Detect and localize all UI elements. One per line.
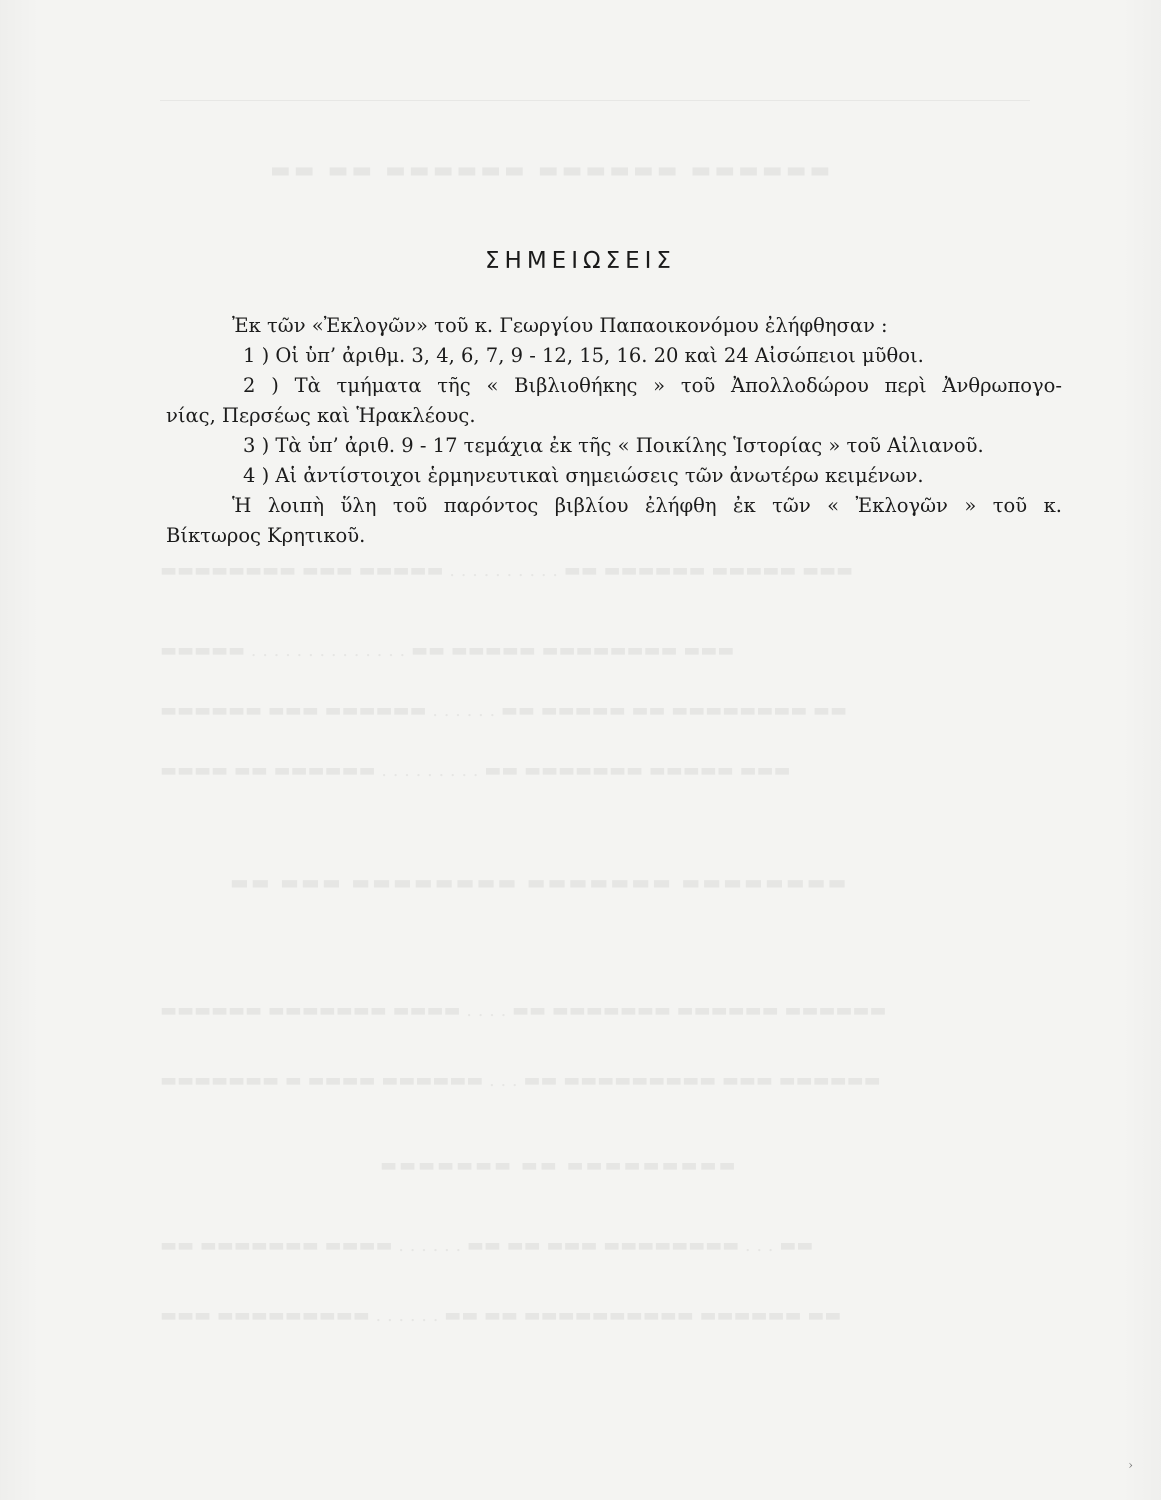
corner-mark: › [1128,1458,1133,1472]
page-title: ΣΗΜΕΙΩΣΕΙΣ [485,248,676,275]
note-item-4: 4 ) Αἱ ἀντίστοιχοι ἑρμηνευτικαὶ σημειώσεις τῶν ἀνωτέρω κειμένων. [243,464,924,487]
bleed-through-text: ▬▬ ▬▬▬▬▬▬▬ ▬▬▬▬ . . . . . . ▬▬ ▬▬ ▬▬▬ ▬▬▬▬▬▬▬▬ . . . ▬▬ [160,1235,814,1256]
bleed-through-text: ▬▬▬▬▬▬▬ ▬ ▬▬▬▬ ▬▬▬▬▬▬ . . . ▬▬ ▬▬▬▬▬▬▬▬▬ ▬▬▬ ▬▬▬▬▬▬ [160,1070,881,1091]
bleed-through-heading: ▬▬ ▬▬ ▬▬▬▬▬▬ ▬▬▬▬▬▬ ▬▬▬▬▬▬ [270,158,834,183]
note-item-2: 2 ) Τὰ τμήματα τῆς « Βιβλιοθήκης » τοῦ Ἀπολλοδώρου περὶ Ἀνθρωπογο- [243,374,1062,397]
bleed-through-heading: ▬▬▬▬▬▬▬ ▬▬ ▬▬▬▬▬▬▬▬▬ [380,1155,738,1176]
bleed-through-text: ▬▬▬▬▬ . . . . . . . . . . . . . . ▬▬ ▬▬▬▬▬ ▬▬▬▬▬▬▬▬ ▬▬▬ [160,640,735,661]
bleed-through-heading: ▬▬ ▬▬▬ ▬▬▬▬▬▬▬▬ ▬▬▬▬▬▬▬ ▬▬▬▬▬▬▬▬ [230,870,849,894]
bleed-through-text: ▬▬▬▬▬▬▬▬ ▬▬▬ ▬▬▬▬▬ . . . . . . . . . . ▬▬ ▬▬▬▬▬▬ ▬▬▬▬▬ ▬▬▬ [160,560,853,581]
remaining-material-continuation: Βίκτωρος Κρητικοῦ. [166,524,366,547]
bleed-through-text: ▬▬▬▬ ▬▬ ▬▬▬▬▬▬ . . . . . . . . . ▬▬ ▬▬▬▬▬▬▬ ▬▬▬▬▬ ▬▬▬ [160,760,791,781]
bleed-through-text: ▬▬▬▬▬▬ ▬▬▬▬▬▬▬ ▬▬▬▬ . . . . ▬▬ ▬▬▬▬▬▬▬ ▬▬▬▬▬▬ ▬▬▬▬▬▬ [160,1000,887,1021]
bleed-through-rule [160,100,1030,101]
notes-body [166,311,1062,551]
bleed-through-text: ▬▬▬▬▬▬ ▬▬▬ ▬▬▬▬▬▬ . . . . . . ▬▬ ▬▬▬▬▬ ▬▬ ▬▬▬▬▬▬▬▬ ▬▬ [160,700,847,721]
note-item-2-continuation: νίας, Περσέως καὶ Ἡρακλέους. [166,404,476,427]
note-item-1: 1 ) Οἱ ὑπ’ ἀριθμ. 3, 4, 6, 7, 9 - 12, 15, 16. 20 καὶ 24 Αἰσώπειοι μῦθοι. [243,344,924,367]
intro-line: Ἐκ τῶν «Ἐκλογῶν» τοῦ κ. Γεωργίου Παπαοικονόμου ἐλήφθησαν : [232,314,888,337]
bleed-through-text: ▬▬▬ ▬▬▬▬▬▬▬▬▬ . . . . . . ▬▬ ▬▬ ▬▬▬▬▬▬▬▬▬▬ ▬▬▬▬▬▬ ▬▬ [160,1305,842,1326]
remaining-material-line: Ἡ λοιπὴ ὕλη τοῦ παρόντος βιβλίου ἐλήφθη ἐκ τῶν « Ἐκλογῶν » τοῦ κ. [232,494,1062,517]
note-item-3: 3 ) Τὰ ὑπ’ ἀριθ. 9 - 17 τεμάχια ἐκ τῆς « Ποικίλης Ἱστορίας » τοῦ Αἰλιανοῦ. [243,434,984,457]
